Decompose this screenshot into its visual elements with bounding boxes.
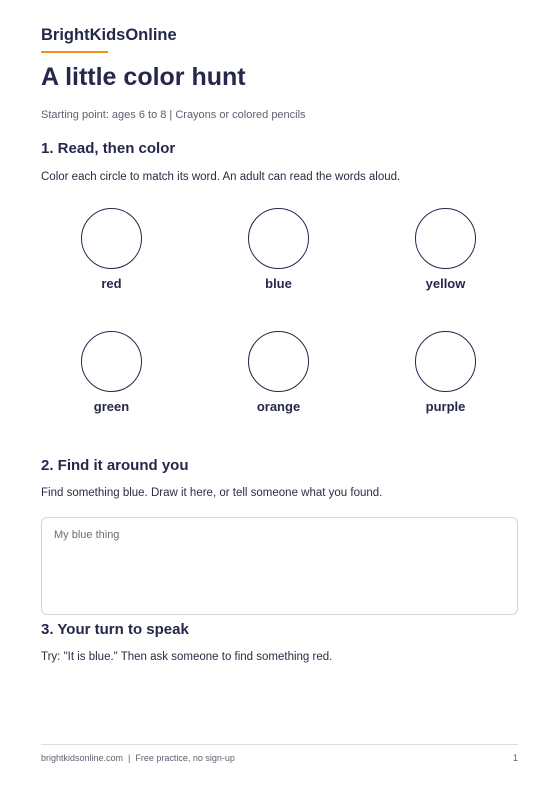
page-number: 1: [512, 753, 518, 763]
color-word-label: yellow: [425, 276, 466, 291]
coloring-circle-yellow[interactable]: [415, 208, 476, 269]
color-circle-item: [51, 331, 171, 421]
coloring-circle-orange[interactable]: [248, 331, 309, 392]
brand-underline: [41, 51, 108, 53]
answer-box-placeholder: My blue thing: [54, 529, 120, 541]
drawing-answer-box[interactable]: [41, 517, 518, 615]
section-1-heading: 1. Read, then color: [41, 140, 176, 157]
color-word-label: green: [93, 399, 130, 414]
section-3-instruction: Try: "It is blue." Then ask someone to find something red.: [41, 651, 333, 663]
coloring-circle-green[interactable]: [81, 331, 142, 392]
section-1-instruction: Color each circle to match its word. An adult can read the words aloud.: [41, 171, 401, 183]
footer-divider: [41, 744, 518, 745]
coloring-circle-red[interactable]: [81, 208, 142, 269]
color-circle-item: [385, 331, 505, 421]
coloring-circle-blue[interactable]: [248, 208, 309, 269]
color-circle-item: [385, 208, 505, 298]
footer-site-note: brightkidsonline.com | Free practice, no sign-up: [41, 753, 235, 763]
section-3-heading: 3. Your turn to speak: [41, 621, 189, 638]
brand-name: BrightKidsOnline: [41, 26, 177, 44]
section-2-instruction: Find something blue. Draw it here, or tell someone what you found.: [41, 487, 383, 499]
page-title: A little color hunt: [41, 63, 246, 91]
color-word-label: orange: [256, 399, 301, 414]
color-word-label: red: [101, 276, 122, 291]
color-circle-item: [51, 208, 171, 298]
section-2-heading: 2. Find it around you: [41, 457, 189, 474]
color-word-label: blue: [265, 276, 292, 291]
color-circle-item: [218, 208, 338, 298]
coloring-circle-purple[interactable]: [415, 331, 476, 392]
color-circle-item: [218, 331, 338, 421]
color-word-label: purple: [425, 399, 466, 414]
age-materials-note: Starting point: ages 6 to 8 | Crayons or colored pencils: [41, 109, 306, 121]
